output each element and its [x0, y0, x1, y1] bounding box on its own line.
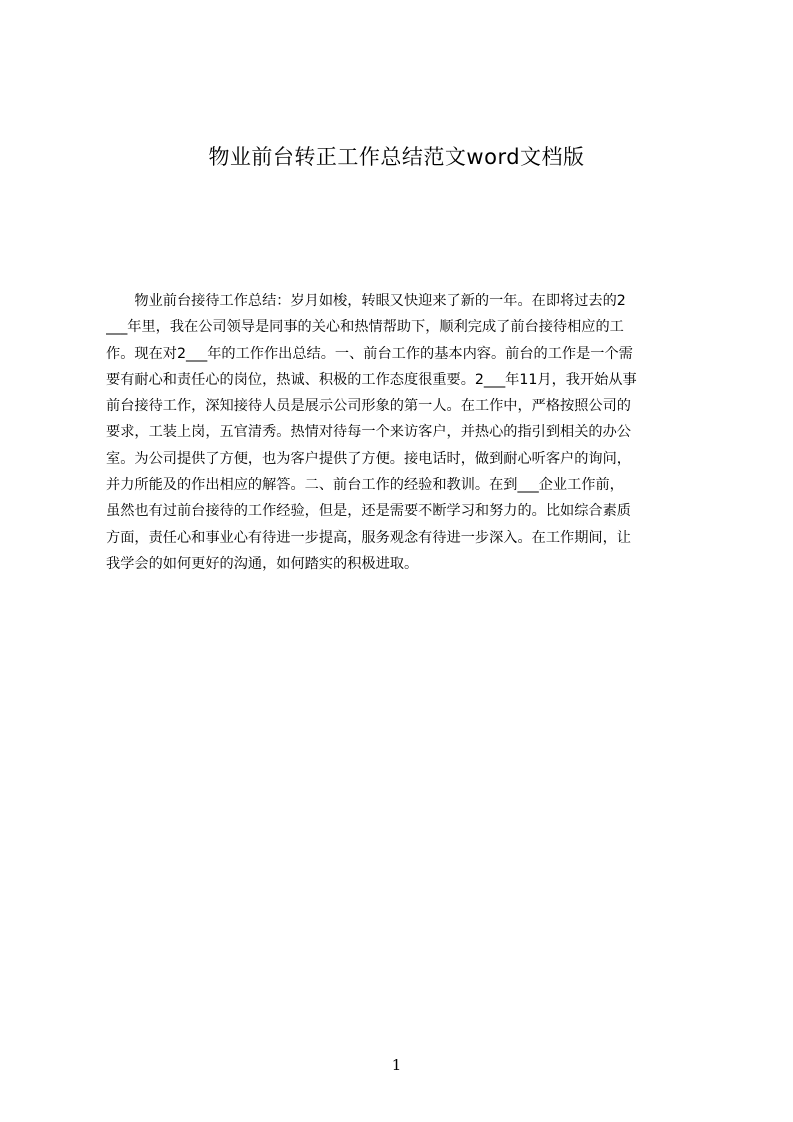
body-line: 作。现在对2___年的工作作出总结。一、前台工作的基本内容。前台的工作是一个需	[106, 345, 633, 362]
body-line: 室。为公司提供了方便，也为客户提供了方便。接电话时，做到耐心听客户的询问，	[106, 450, 631, 467]
body-line: 要有耐心和责任心的岗位，热诚、积极的工作态度很重要。2___年11月，我开始从事	[106, 371, 637, 388]
document-body	[106, 288, 700, 577]
document-title: 物业前台转正工作总结范文word文档版	[208, 145, 585, 169]
body-line: 并力所能及的作出相应的解答。二、前台工作的经验和教训。在到___企业工作前，	[106, 477, 624, 494]
page-number: 1	[391, 1056, 402, 1074]
body-line: ___年里，我在公司领导是同事的关心和热情帮助下，顺利完成了前台接待相应的工	[106, 319, 624, 336]
body-line: 要求，工装上岗，五官清秀。热情对待每一个来访客户，并热心的指引到相关的办公	[106, 424, 631, 441]
body-line: 物业前台接待工作总结：岁月如梭，转眼又快迎来了新的一年。在即将过去的2	[106, 293, 626, 309]
body-line: 我学会的如何更好的沟通，如何踏实的积极进取。	[106, 555, 419, 572]
body-line: 方面，责任心和事业心有待进一步提高，服务观念有待进一步深入。在工作期间，让	[106, 529, 631, 546]
body-line: 前台接待工作，深知接待人员是展示公司形象的第一人。在工作中，严格按照公司的	[106, 398, 631, 415]
body-line: 虽然也有过前台接待的工作经验，但是，还是需要不断学习和努力的。比如综合素质	[106, 503, 631, 520]
